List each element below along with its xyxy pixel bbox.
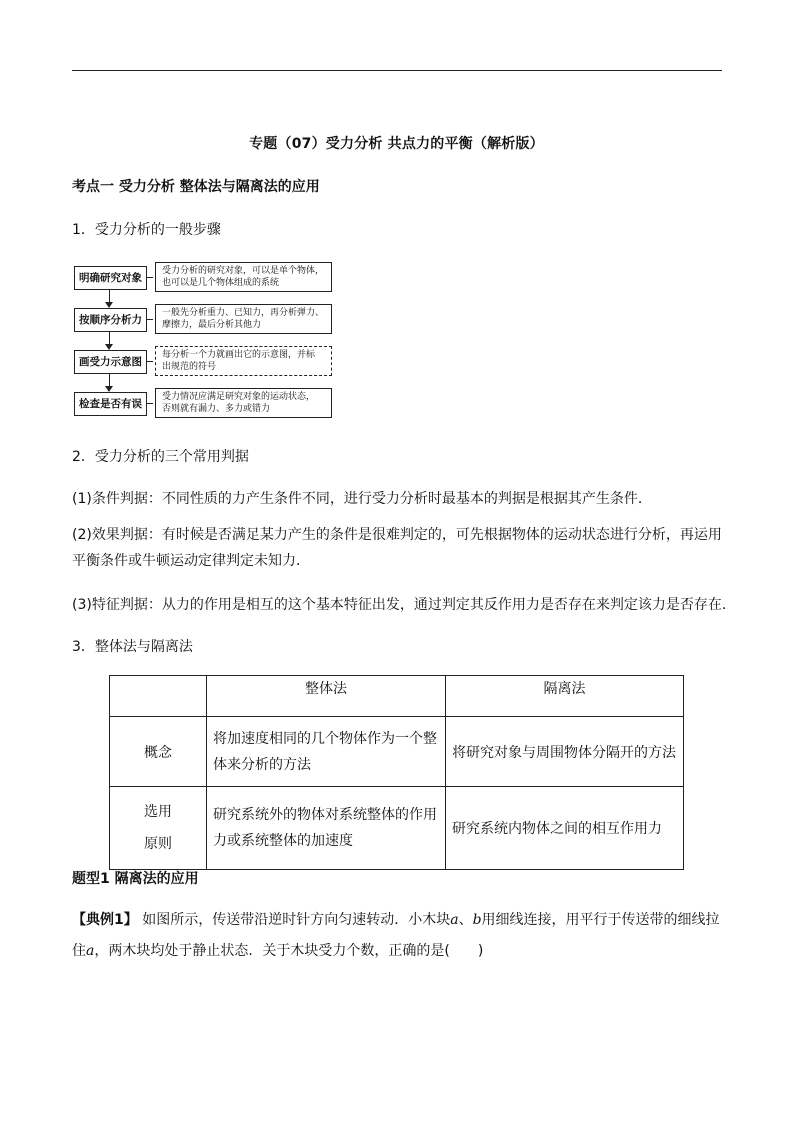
flow-desc-line: 受力分析的研究对象，可以是单个物体， xyxy=(162,266,325,276)
flow-arrow-line xyxy=(109,290,110,302)
flow-step-4: 检查是否有误 xyxy=(74,392,147,416)
criterion-3: (3)特征判据：从力的作用是相互的这个基本特征出发，通过判定其反作用力是否存在来判定该力是否存在． xyxy=(72,597,736,613)
flow-step-3: 画受力示意图 xyxy=(74,350,147,374)
table-cell: 将研究对象与周围物体分隔开的方法 xyxy=(446,717,684,787)
table-cell: 将加速度相同的几个物体作为一个整体来分析的方法 xyxy=(207,717,446,787)
flow-desc-1 xyxy=(155,262,332,292)
table-cell: 概念 xyxy=(110,717,207,787)
flow-desc-line: 一般先分析重力、已知力，再分析弹力、 xyxy=(162,308,325,318)
table-cell xyxy=(110,787,207,870)
table-corner-cell xyxy=(110,676,207,717)
section-heading: 考点一 受力分析 整体法与隔离法的应用 xyxy=(72,179,320,195)
flow-arrow-line xyxy=(109,332,110,344)
flow-desc-2 xyxy=(155,304,332,334)
table-header: 隔离法 xyxy=(446,676,684,717)
question-type-heading: 题型1 隔离法的应用 xyxy=(72,871,199,887)
subsection-1-heading: 1．受力分析的一般步骤 xyxy=(72,222,221,238)
example-text: 如图所示，传送带沿逆时针方向匀速转动．小木块 xyxy=(137,912,451,928)
flow-connector xyxy=(147,361,153,362)
steps-flowchart xyxy=(72,262,337,422)
var-b: b xyxy=(472,912,482,928)
table-header: 整体法 xyxy=(207,676,446,717)
flow-step-1: 明确研究对象 xyxy=(74,266,147,290)
flow-connector xyxy=(147,403,153,404)
table-cell-line: 选用 xyxy=(144,804,172,820)
table-cell-line: 原则 xyxy=(144,836,172,852)
table-cell: 研究系统内物体之间的相互作用力 xyxy=(446,787,684,870)
table-row xyxy=(110,717,684,787)
table-row xyxy=(110,676,684,717)
flow-desc-line: 否则就有漏力、多力或错力 xyxy=(162,404,271,414)
example-question xyxy=(72,905,732,967)
var-a: a xyxy=(86,943,95,959)
table-row xyxy=(110,787,684,870)
flow-connector xyxy=(147,277,153,278)
example-text: ，两木块均处于静止状态．关于木块受力个数，正确的是( ) xyxy=(94,943,484,959)
flow-desc-line: 每分析一个力就画出它的示意图，并标 xyxy=(162,350,316,360)
flow-desc-line: 摩擦力，最后分析其他力 xyxy=(162,320,262,330)
flow-desc-line: 出规范的符号 xyxy=(162,362,217,372)
example-text: 用细线连接，用平行于传送带的细线拉住 xyxy=(72,912,720,959)
flow-desc-line: 受力情况应满足研究对象的运动状态， xyxy=(162,392,316,402)
header-rule xyxy=(72,70,722,71)
example-text: 、 xyxy=(458,912,473,928)
flow-connector xyxy=(147,319,153,320)
flow-step-2: 按顺序分析力 xyxy=(74,308,147,332)
page-title: 专题（07）受力分析 共点力的平衡（解析版） xyxy=(249,136,544,152)
var-a: a xyxy=(450,912,459,928)
flow-desc-4 xyxy=(155,388,332,418)
subsection-3-heading: 3．整体法与隔离法 xyxy=(72,639,193,655)
criterion-2: (2)效果判据：有时候是否满足某力产生的条件是很难判定的，可先根据物体的运动状态进行分析，再运用平衡条件或牛顿运动定律判定未知力． xyxy=(72,527,722,569)
flow-desc-line: 也可以是几个物体组成的系统 xyxy=(162,278,280,288)
flow-desc-3 xyxy=(155,346,332,376)
example-tag: 【典例1】 xyxy=(72,912,138,928)
flow-arrow-line xyxy=(109,374,110,386)
comparison-table xyxy=(109,675,684,870)
table-cell: 研究系统外的物体对系统整体的作用力或系统整体的加速度 xyxy=(207,787,446,870)
subsection-2-heading: 2．受力分析的三个常用判据 xyxy=(72,449,249,465)
criterion-1: (1)条件判据：不同性质的力产生条件不同，进行受力分析时最基本的判据是根据其产生条件． xyxy=(72,491,652,507)
